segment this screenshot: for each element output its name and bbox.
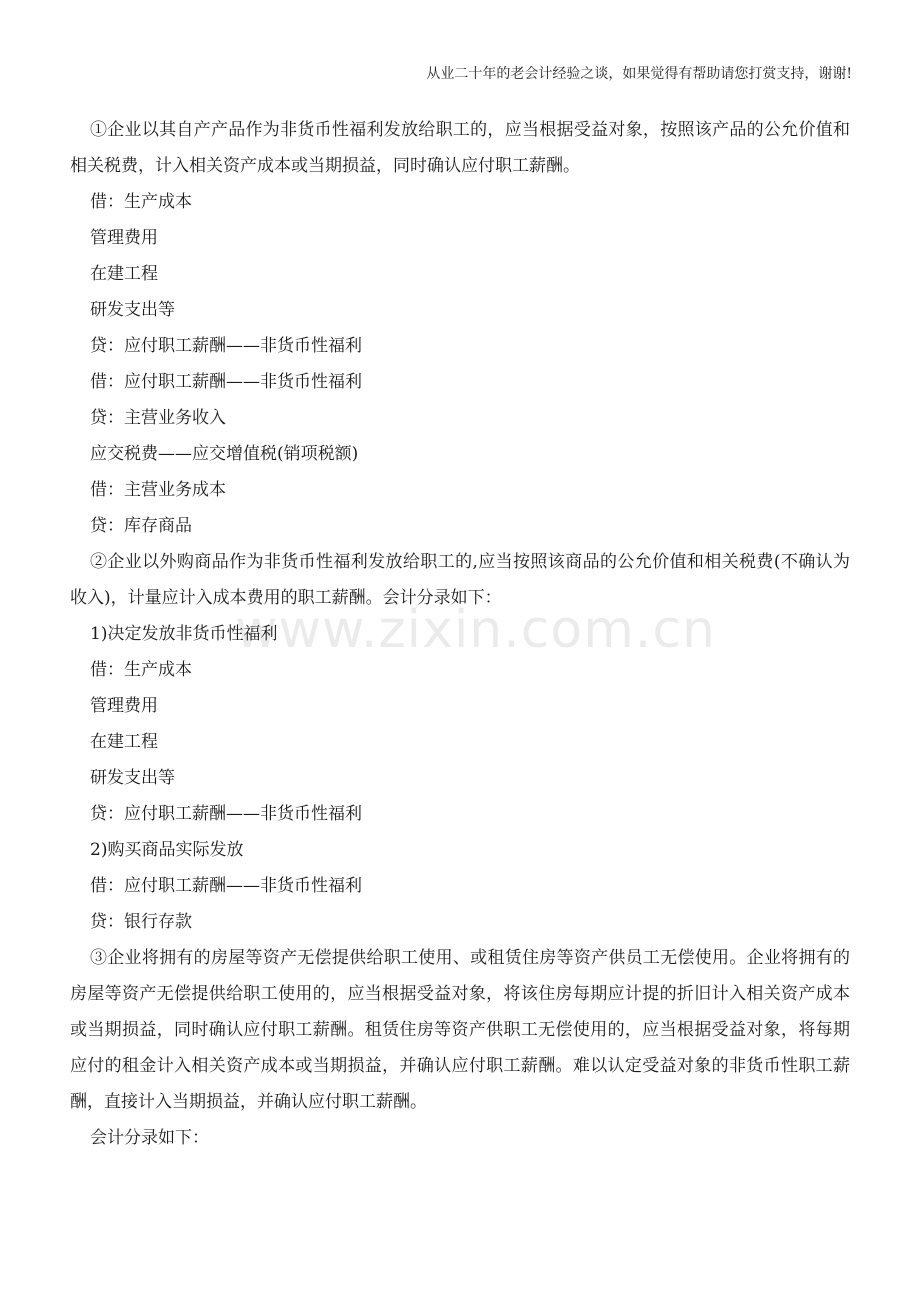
entry-line: 1)决定发放非货币性福利 xyxy=(90,624,278,644)
entry-line: 2)购买商品实际发放 xyxy=(90,840,244,860)
entry-line: 管理费用 xyxy=(90,696,158,716)
entry-line: 管理费用 xyxy=(90,228,158,248)
entry-line: 贷：银行存款 xyxy=(90,912,192,932)
entry-line: 贷：应付职工薪酬——非货币性福利 xyxy=(90,336,362,356)
entry-line: 借：生产成本 xyxy=(90,660,192,680)
entry-line: 在建工程 xyxy=(90,264,158,284)
entry-line: 贷：库存商品 xyxy=(90,516,192,536)
body-paragraph: ②企业以外购商品作为非货币性福利发放给职工的,应当按照该商品的公允价值和相关税费(不确认为收入)，计量应计入成本费用的职工薪酬。会计分录如下： xyxy=(70,552,850,608)
entry-line: 借：应付职工薪酬——非货币性福利 xyxy=(90,372,362,392)
entry-line: 贷：主营业务收入 xyxy=(90,408,226,428)
entry-line: 借：主营业务成本 xyxy=(90,480,226,500)
body-paragraph: ①企业以其自产产品作为非货币性福利发放给职工的，应当根据受益对象，按照该产品的公允价值和相关税费，计入相关资产成本或当期损益，同时确认应付职工薪酬。 xyxy=(70,120,850,176)
watermark: www.zixin.com.cn xyxy=(235,600,716,660)
entry-line: 借：生产成本 xyxy=(90,192,192,212)
entry-line: 借：应付职工薪酬——非货币性福利 xyxy=(90,876,362,896)
entry-line: 在建工程 xyxy=(90,732,158,752)
body-paragraph: ③企业将拥有的房屋等资产无偿提供给职工使用、或租赁住房等资产供员工无偿使用。企业将拥有的房屋等资产无偿提供给职工使用的，应当根据受益对象，将该住房每期应计提的折旧计入相关资产成本或当期损益，同时确认应付职工薪酬。租赁住房等资产供职工无偿使用的，应当根据受益对象，将每期应付的租金计入相关资产成本或当期损益，并确认应付职工薪酬。难以认定受益对象的非货币性职工薪酬，直接计入当期损益，并确认应付职工薪酬。 xyxy=(70,948,850,1112)
entry-line: 研发支出等 xyxy=(90,768,175,788)
entry-line: 会计分录如下： xyxy=(90,1128,209,1148)
entry-line: 贷：应付职工薪酬——非货币性福利 xyxy=(90,804,362,824)
header-note: 从业二十年的老会计经验之谈，如果觉得有帮助请您打赏支持，谢谢! xyxy=(426,66,852,82)
document-body xyxy=(70,112,850,1156)
entry-line: 应交税费——应交增值税(销项税额) xyxy=(90,444,359,464)
entry-line: 研发支出等 xyxy=(90,300,175,320)
